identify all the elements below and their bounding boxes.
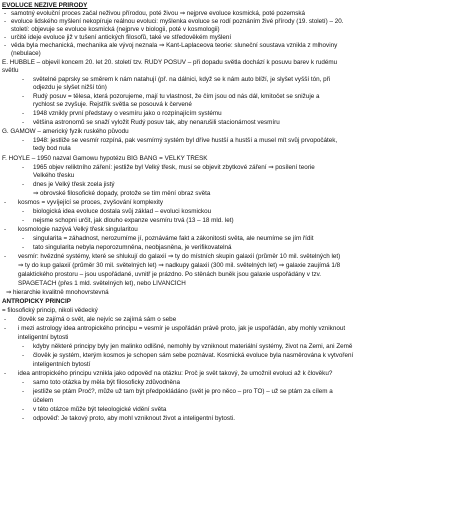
line-11: Rudý posuv = tělesa, která pozorujeme, mají tu vlastnost, že čím jsou od nás dál, kmitočet se snižuje a (33, 93, 320, 100)
bullet-dash: - (22, 181, 25, 188)
line-41: inteligentních bytostí (33, 361, 91, 368)
line-17: tedy bod nula (33, 145, 71, 152)
line-hoyle: F. HOYLE – 1950 nazval Gamowu hypotézu BIG BANG = VELKÝ TŘESK (2, 155, 208, 162)
line-gamow: G. GAMOW – americký fyzik ruského původu (2, 128, 129, 135)
line-9: světelné paprsky se směrem k nám natahují (př. na dálnici, když se k nám auto blíží, je slyšet vyšší tón, při (33, 76, 331, 83)
bullet-dash: - (4, 10, 7, 17)
line-16: 1948: jestliže se vesmír rozpíná, pak vesmírný systém byl dříve hustší a hustší a musel mít svůj prvopočátek, (33, 137, 338, 144)
bullet-dash: - (22, 415, 25, 422)
line-38: inteligentní bytosti (18, 334, 69, 341)
line-22: ⇒ obrovské filosofické dopady, protože se tím mění obraz světa (33, 190, 211, 197)
line-29: vesmír: hvězdné systémy, které se shlukují do galaxií ⇒ ty do místních skupin galaxií (průměr 10 mil. světelných let) (18, 253, 341, 260)
bullet-dash: - (4, 199, 7, 206)
bullet-dash: - (22, 217, 25, 224)
line-47: odpověď: Je takový proto, aby mohl vzniknout život a inteligentní bytosti. (33, 415, 235, 422)
bullet-dash: - (22, 119, 25, 126)
line-3: století: objevuje se evoluce kosmická (nejprve v biologii, poté v kosmologii) (11, 26, 220, 33)
line-26: kosmologie nazývá Velký třesk singularitou (18, 226, 138, 233)
line-43: samo toto otázka by měla být filosoficky zdůvodněna (33, 379, 181, 386)
line-28: tato singularita nebyla neporozumněna, neobjasněna, je verifikovatelná (33, 244, 232, 251)
bullet-dash: - (4, 316, 7, 323)
bullet-dash: - (4, 42, 7, 49)
line-4: určité ideje evoluce již v tušení antických filosofů, také ve středověkém myšlení (11, 34, 232, 41)
line-31: galaktického prostoru – jsou uspořádané, uvnitř je prázdno. Po stěnách buněk jsou galaxie uspořádány v tzv. (18, 271, 322, 278)
line-1: samotný evoluční proces začal neživou přírodou, poté živou ⇒ nejprve evoluce kosmická, poté pozemská (11, 10, 306, 17)
line-2: evoluce lidského myšlení nekopíruje reálnou evoluci: myšlenka evoluce se rodí poznáním živé přírody (19. století) – 20. (11, 18, 344, 25)
bullet-dash: - (4, 253, 7, 260)
bullet-dash: - (22, 352, 25, 359)
bullet-dash: - (4, 325, 7, 332)
bullet-dash: - (4, 34, 7, 41)
line-24: biologická idea evoluce dostala svůj základ – evoluci kosmickou (33, 208, 212, 215)
line-23: kosmos = vyvíjející se proces, zvyšování komplexity (18, 199, 164, 206)
line-25: nejsme schopni určit, jak dlouho expanze vesmíru trvá (13 – 18 mld. let) (33, 217, 234, 224)
bullet-dash: - (22, 388, 25, 395)
bullet-dash: - (22, 137, 25, 144)
line-32: ŠPAGETÁCH (přes 1 mld. světelných let), nebo LIVANCÍCH (18, 280, 186, 287)
line-36: člověk se zajímá o svět, ale nejvíc se zajímá sám o sebe (18, 316, 177, 323)
line-44: jestliže se ptám Proč?, může už tam být předpokládáno (svět je pro něco – pro TO) – už se ptám za cílem a (33, 388, 333, 395)
line-20: Velkého třesku (33, 172, 75, 179)
line-5: věda byla mechanická, mechanika ale vývoj neznala ⇒ Kant-Laplaceova teorie: sluneční soustava vznikla z mlhoviny (11, 42, 338, 49)
bullet-dash: - (22, 244, 25, 251)
line-46: v této otázce může být teleologické vidění světa (33, 406, 167, 413)
line-45: účelem (33, 397, 54, 404)
line-42: idea antropického principu vznikla jako odpověď na otázku: Proč je svět takový, že umožnil evoluci až k člověku? (18, 370, 333, 377)
line-33: ⇒ hierarchie kvalitně mnohovrstevná (6, 289, 109, 296)
line-21: dnes je Velký třesk zcela jistý (33, 181, 115, 188)
line-12: rychlost se zvyšuje. Rejstřík světla se posouvá k červené (33, 101, 192, 108)
bullet-dash: - (22, 110, 25, 117)
line-30: ⇒ ty do kup galaxií (průměr 30 mil. světelných let) ⇒ nadkupy galaxií (300 mil. světelných let) ⇒ galaxie zaujímá 1/8 (18, 262, 341, 269)
line-10: odjezdu je slyšet nižší tón) (33, 84, 107, 91)
bullet-dash: - (4, 18, 7, 25)
bullet-dash: - (4, 226, 7, 233)
bullet-dash: - (22, 406, 25, 413)
bullet-dash: - (4, 370, 7, 377)
line-39: kdyby některé principy byly jen malinko odlišné, nemohly by vzniknout materiální systémy, život na Zemi, ani Země (33, 343, 353, 350)
line-40: člověk je systém, kterým kosmos je schopen sám sebe poznávat. Kosmická evoluce byla nasměrována k vytvoření (33, 352, 354, 359)
line-hubble: E. HUBBLE – objevil koncem 20. let 20. století tzv. RUDÝ POSUV – při dopadu světla dochází k posuvu barev k rudému (2, 59, 338, 66)
line-35: = filosofický princip, nikoli vědecký (2, 307, 98, 314)
bullet-dash: - (22, 93, 25, 100)
line-14: většina astronomů se snaží vyložit Rudý posuv tak, aby nenarušili stacionárnost vesmíru (33, 119, 280, 126)
line-13: 1948 vznikly první představy o vesmíru jako o rozpínajícím systému (33, 110, 222, 117)
line-19: 1965 objev reliktního záření: jestliže byl Velký třesk, musí se objevit zbytkové záření ⇒ posílení teorie (33, 164, 315, 171)
bullet-dash: - (22, 208, 25, 215)
line-37: i mezi astrology idea antropického principu = vesmír je uspořádán právě proto, jak je uspořádán, aby mohly vzniknout (18, 325, 346, 332)
bullet-dash: - (22, 343, 25, 350)
section-heading-evoluce: EVOLUCE NEŽIVÉ PŘÍRODY (2, 2, 88, 9)
bullet-dash: - (22, 379, 25, 386)
bullet-dash: - (22, 164, 25, 171)
line-6: (nebulace) (11, 50, 41, 57)
line-27: singularita = záhadnost, nerozumíme jí, poznáváme fakt a zákonitosti světa, ale neumíme se jím řídit (33, 235, 314, 242)
bullet-dash: - (22, 235, 25, 242)
line-hubble-cont: světlu (2, 67, 19, 74)
section-heading-antropicky: ANTROPICKÝ PRINCIP (2, 298, 71, 305)
bullet-dash: - (22, 76, 25, 83)
